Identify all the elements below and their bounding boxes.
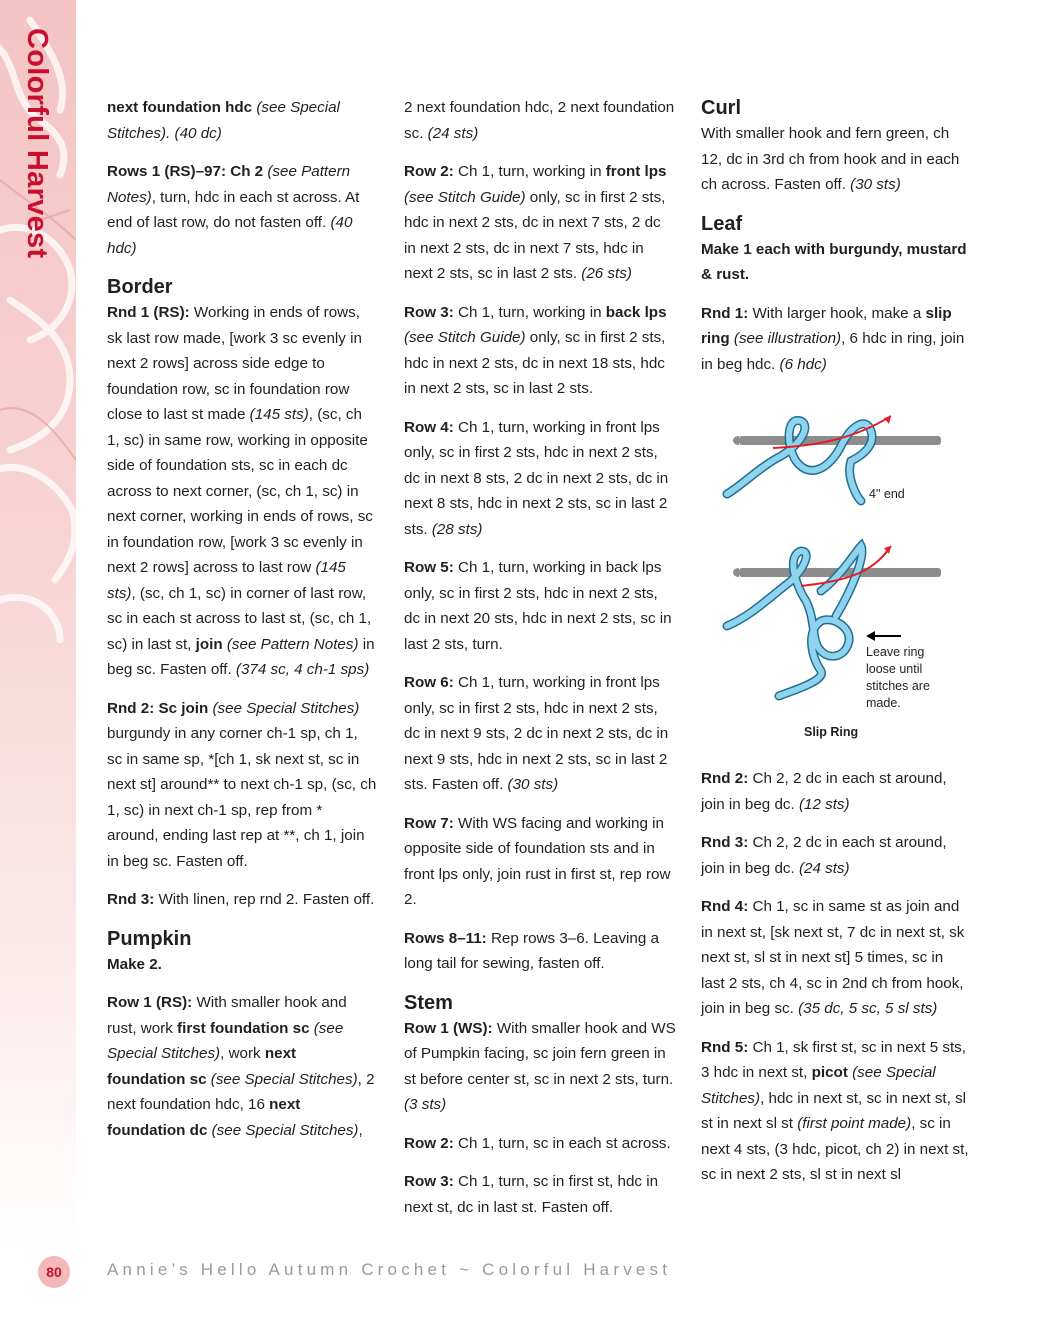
paragraph: Row 1 (RS): With smaller hook and rust, work first foundation sc (see Special Stitches), work next foundation sc (see Special Stitches), 2 next foundation hdc, 16 next foundation dc (see Special Stitches),: [107, 994, 375, 1139]
paragraph: With smaller hook and fern green, ch 12, dc in 3rd ch from hook and in each ch across. Fasten off. (30 sts): [701, 125, 960, 193]
section-heading-stem: Stem: [404, 991, 453, 1014]
paragraph: Row 5: Ch 1, turn, working in back lps only, sc in first 2 sts, hdc in next 2 sts, dc in next 20 sts, hdc in next 2 sts, sc in last 2 sts, turn.: [404, 559, 672, 653]
paragraph: Rnd 2: Sc join (see Special Stitches) burgundy in any corner ch-1 sp, ch 1, sc in same sp, *[ch 1, sk next st, sc in next st] around** to next ch-1 sp, (sc, ch 1, sc) in next ch-1 sp, rep from * around, ending last rep at **, ch 1, join in beg sc. Fasten off.: [107, 699, 377, 870]
section-heading-curl: Curl: [701, 97, 741, 119]
running-footer: Annie’s Hello Autumn Crochet ~ Colorful Harvest: [107, 1260, 672, 1279]
paragraph: Rnd 4: Ch 1, sc in same st as join and in next st, [sk next st, 7 dc in next st, sk next st, sl st in next st] 5 times, sc in last 2 sts, ch 4, sc in 2nd ch from hook, join in beg sc. (35 dc, 5 sc, 5 sl sts): [701, 898, 965, 1017]
paragraph: Row 4: Ch 1, turn, working in front lps only, sc in first 2 sts, hdc in next 2 sts, dc in next 8 sts, 2 dc in next 2 sts, dc in next 8 sts, hdc in next 2 sts, sc in last 2 sts. (28 sts): [404, 418, 669, 538]
paragraph: Row 2: Ch 1, turn, sc in each st across.: [404, 1134, 671, 1152]
figure-caption: Slip Ring: [804, 725, 859, 739]
section-heading-leaf: Leaf: [701, 212, 743, 235]
label-4in-end: 4" end: [869, 487, 905, 501]
paragraph: Rnd 2: Ch 2, 2 dc in each st around, join in beg dc. (12 sts): [701, 770, 947, 813]
slip-ring-diagram: [701, 386, 971, 726]
column-1: [107, 95, 377, 1156]
paragraph: Row 2: Ch 1, turn, working in front lps (see Stitch Guide) only, sc in first 2 sts, hdc in next 2 sts, dc in next 7 sts, 2 dc in next 2 sts, dc in next 7 sts, hdc in next 2 sts, sc in last 2 sts. (26 sts): [404, 163, 667, 282]
paragraph: Row 3: Ch 1, turn, sc in first st, hdc in next st, dc in last st. Fasten off.: [404, 1173, 659, 1216]
make-count: Make 1 each with burgundy, mustard & rust.: [701, 240, 967, 283]
section-heading-border: Border: [107, 276, 173, 298]
paragraph: Rnd 3: Ch 2, 2 dc in each st around, join in beg dc. (24 sts): [701, 834, 947, 877]
sidebar-title: Colorful Harvest: [21, 28, 53, 259]
paragraph: Rnd 5: Ch 1, sk first st, sc in next 5 sts, 3 hdc in next st, picot (see Special Stitches), hdc in next st, sc in next st, sl st in next sl st (first point made), sc in next 4 sts, (3 hdc, picot, ch 2) in next st, sc in next 2 sts, sl st in next sl: [701, 1038, 969, 1183]
paragraph: Rows 1 (RS)–97: Ch 2 (see Pattern Notes), turn, hdc in each st across. At end of last row, do not fasten off. (40 hdc): [107, 163, 360, 257]
section-heading-pumpkin: Pumpkin: [107, 927, 192, 950]
make-count: Make 2.: [107, 955, 162, 973]
paragraph: next foundation hdc (see Special Stitches). (40 dc): [107, 99, 340, 142]
sidebar: [0, 0, 76, 1320]
column-3: [701, 95, 971, 1201]
paragraph: Row 1 (WS): With smaller hook and WS of Pumpkin facing, sc join fern green in st before center st, sc in next 2 sts, turn. (3 sts): [404, 1019, 676, 1113]
paragraph: Rnd 3: With linen, rep rnd 2. Fasten off.: [107, 891, 375, 908]
label-leave-ring: Leave ring loose until stitches are made.: [866, 645, 930, 710]
page-number: 80: [38, 1256, 70, 1288]
paragraph: Rnd 1: With larger hook, make a slip ring (see illustration), 6 hdc in ring, join in beg hdc. (6 hdc): [701, 304, 965, 373]
paragraph: Row 6: Ch 1, turn, working in front lps only, sc in first 2 sts, hdc in next 2 sts, dc in next 9 sts, 2 dc in next 2 sts, dc in next 9 sts, hdc in next 2 sts, sc in last 2 sts. Fasten off. (30 sts): [404, 674, 669, 793]
paragraph: Row 7: With WS facing and working in opposite side of foundation sts and in front lps only, join rust in first st, rep row 2.: [404, 814, 671, 908]
paragraph: Rnd 1 (RS): Working in ends of rows, sk last row made, [work 3 sc evenly in next 2 rows] across side edge to foundation row, sc in foundation row close to last st made (145 sts), (sc, ch 1, sc) in same row, working in opposite side of foundation sts, sc in each dc across to next corner, (sc, ch 1, sc) in next corner, working in ends of rows, sc in foundation row, [work 3 sc evenly in next 2 rows] across to last row (145 sts), (sc, ch 1, sc) in corner of last row, sc in each st across to last st, (sc, ch 1, sc) in last st, join (see Pattern Notes) in beg sc. Fasten off. (374 sc, 4 ch-1 sps): [107, 304, 375, 678]
paragraph: Row 3: Ch 1, turn, working in back lps (see Stitch Guide) only, sc in first 2 sts, hdc in next 2 sts, dc in next 18 sts, hdc in next 2 sts, sc in last 2 sts.: [404, 303, 667, 397]
paragraph: 2 next foundation hdc, 2 next foundation sc. (24 sts): [404, 99, 675, 142]
slip-ring-illustration: [701, 386, 971, 766]
column-2: [404, 95, 676, 1233]
paragraph: Rows 8–11: Rep rows 3–6. Leaving a long tail for sewing, fasten off.: [404, 929, 659, 972]
